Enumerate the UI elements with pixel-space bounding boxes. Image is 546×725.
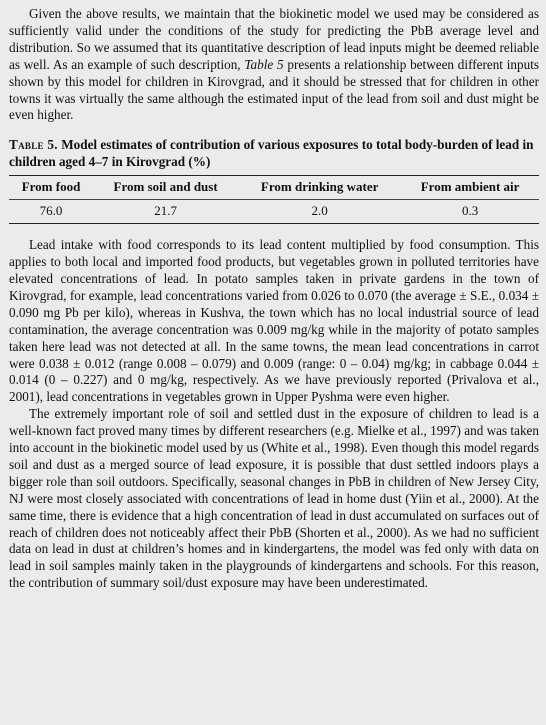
paragraph-model-validity-text-1: Given the above results, we maintain that the biokinetic model we used may be considered as sufficiently valid under the conditions of the study for predicting the PbB average level and distribution. So we assumed that its quantitative description of lead inputs might be deemed reliable as well. As an example of such description,	[9, 6, 539, 72]
value-food: 76.0	[9, 200, 93, 224]
exposure-table	[9, 175, 539, 224]
header-drinking-water: From drinking water	[238, 176, 401, 200]
value-soil-dust: 21.7	[93, 200, 238, 224]
paragraph-model-validity-text-2: presents a relationship between different inputs shown by this model for children in Kirovgrad, and it should be stressed that for children in other towns it was virtually the same although the estimated input of the lead from soil and dust might be even higher.	[9, 56, 539, 123]
header-soil-dust: From soil and dust	[93, 176, 238, 200]
table-caption	[9, 136, 539, 170]
table-header-row	[9, 176, 539, 200]
value-drinking-water: 2.0	[238, 200, 401, 224]
table-label: Table 5.	[9, 137, 58, 153]
table-reference: Table 5	[244, 56, 284, 72]
value-ambient-air: 0.3	[401, 200, 539, 224]
paragraph-soil-dust: The extremely important role of soil and settled dust in the exposure of children to lead is a well-known fact proved many times by different researchers (e.g. Mielke et al., 1997) and was taken into account in the biokinetic model used by us (White et al., 1998). Even though this model regards soil and dust as a merged source of lead exposure, it is possible that dust settled indoors plays a bigger role than soil outdoors. Specifically, seasonal changes in PbB in children of New Jersey City, NJ were most closely associated with concentrations of lead in home dust (Yiin et al., 2000). At the same time, there is evidence that a high concentration of lead in dust accumulated on surfaces out of reach of children does not noticeably affect their PbB (Shorten et al., 2000). As we had no sufficient data on lead in dust at children’s homes and in kindergartens, the model was fed only with data on lead in soil samples mainly taken in the playgrounds of kindergartens and schools. For this reason, the contribution of summary soil/dust exposure may have been underestimated.	[9, 406, 539, 591]
paragraph-model-validity	[9, 6, 539, 124]
header-ambient-air: From ambient air	[401, 176, 539, 200]
header-food: From food	[9, 176, 93, 200]
paragraph-food-intake: Lead intake with food corresponds to its lead content multiplied by food consumption. This applies to both local and imported food products, but vegetables grown in polluted territories have elevated concentrations of lead. In potato samples taken in private gardens in the town of Kirovgrad, for example, lead concentrations varied from 0.026 to 0.070 (the average ± S.E., 0.034 ± 0.090 mg Pb per kilo), whereas in Kushva, the town which has no local industrial source of lead contamination, the average concentration was 0.009 mg/kg while in the majority of potato samples taken here lead was not detected at all. In the same towns, the mean lead concentrations in carrot were 0.038 ± 0.012 (range 0.008 – 0.079) and 0.009 (range: 0 – 0.04) mg/kg; in cabbage 0.044 ± 0.014 (0 – 0.227) and 0 mg/kg, respectively. As we have previously reported (Privalova et al., 2001), lead concentrations in vegetables grown in Upper Pyshma were even higher.	[9, 237, 539, 405]
table-row	[9, 200, 539, 224]
table-title: Model estimates of contribution of various exposures to total body-burden of lead in children aged 4–7 in Kirovgrad (%)	[9, 137, 534, 170]
